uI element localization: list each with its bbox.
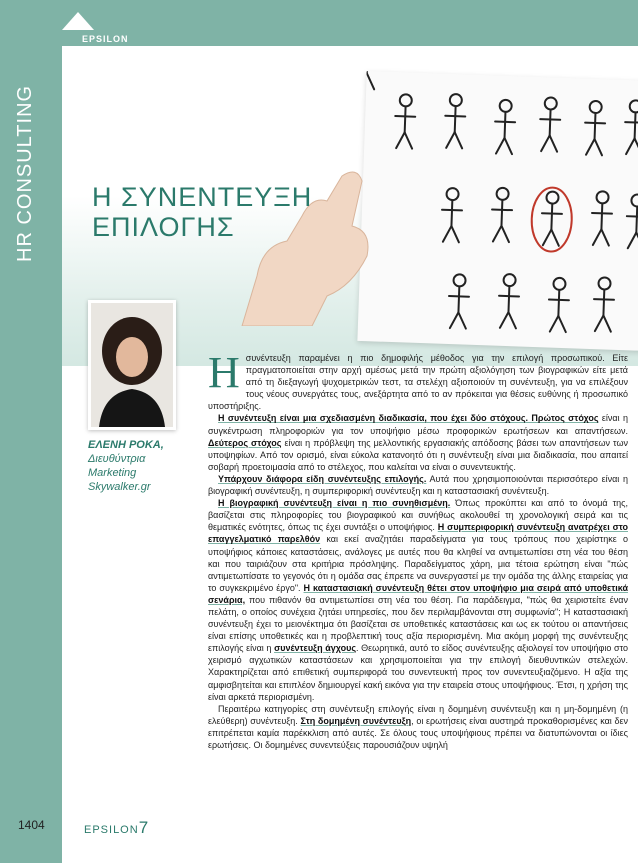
p4-highlight-2: Η συμπεριφορική συνέντευξη ανατρέχει στο επαγγελματικό παρελθόν: [208, 522, 628, 545]
footer-brand-name: EPSILON: [84, 824, 139, 836]
paragraph-3: [208, 473, 628, 497]
p1-text: συνέντευξη παραμένει η πιο δημοφιλής μέθοδος για την επιλογή προσωπικού. Είτε πραγματοποιείται στην αρχή αμέσως μετά την πρώτη αξιολόγηση των βιογραφικών είτε μετά από τη διεξαγωγή ψυχομετρικών τεστ, τα στελέχη αξιοποιούν τη συνέντευξη, για να επιλέξουν τους νέους συνεργάτες τους, ανεξάρτητα από το αν πρόκειται για θέσεις ευθύνης ή προσωπικό υποστήριξης.: [208, 353, 628, 412]
paragraph-5: [208, 703, 628, 751]
p4-highlight-3: Η καταστασιακή συνέντευξη θέτει στον υποψήφιο μια σειρά από υποθετικά σενάρια,: [208, 582, 629, 605]
p4-highlight-4: συνέντευξη άγχους: [274, 643, 357, 654]
author-portrait-icon: [91, 303, 173, 427]
hero-image: [62, 46, 638, 316]
paragraph-2: [208, 412, 628, 472]
drop-cap: Η: [208, 348, 240, 397]
title-line-1: Η ΣΥΝΕΝΤΕΥΞΗ: [92, 182, 313, 212]
p4-text-c: που πιθανόν θα αντιμετωπίσει στη νέα του θέση. Για παράδειγμα, "πώς θα χειριστείτε έναν πελάτη, ο οποίος συνέχεια ζητάει υπηρεσίες, που δεν περιλαμβάνονται στη συμφωνία"; Η καταστασιακή συνέντευξη έχει το μειονέκτημα ότι βασίζεται σε υποθετικές καταστάσεις και ως εκ τούτου οι απαντήσεις είναι επίσης υποθετικές και η προβλεπτική τους αξία περιορισμένη. Μια ακόμη μορφή της συνέντευξης επιλογής είναι η: [208, 594, 628, 654]
stick-figures-illustration: [357, 71, 638, 351]
author-block: [88, 438, 164, 494]
p2-text-a: είναι η συγκέντρωση πληροφοριών για τον υποψήφιο μέσω προφορικών ερωτήσεων και απαντήσεων.: [208, 413, 628, 436]
p4-text-a: Όπως προκύπτει και από το όνομά της, βασίζεται στις πληροφορίες του βιογραφικού και συνήθως ακολουθεί τη χρονολογική σειρά και τις θεματικές ενότητες, όπως τις έχει συντάξει ο υποψήφιος.: [208, 498, 628, 533]
paragraph-4: [208, 497, 628, 703]
author-role: Διευθύντρια: [88, 453, 146, 465]
title-line-2: ΕΠΙΛΟΓΗΣ: [92, 212, 235, 242]
article-panel: [62, 46, 638, 863]
header-tab-corner: [62, 12, 94, 30]
footer-issue: 7: [138, 818, 150, 837]
article-title: [92, 182, 312, 242]
p2-highlight: Η συνέντευξη είναι μια σχεδιασμένη διαδικασία, που έχει δύο στόχους. Πρώτος στόχος: [218, 413, 599, 424]
p3-text: Αυτά που χρησιμοποιούνται περισσότερο είναι η βιογραφική συνέντευξη, η συμπεριφορική συνέντευξη και η καταστασιακή συνέντευξη.: [208, 473, 628, 497]
p3-highlight: Υπάρχουν διάφορα είδη συνέντευξης επιλογής.: [218, 473, 427, 484]
p4-text-d: . Θεωρητικά, αυτό το είδος συνέντευξης αξιολογεί τον υποψήφιο στο χειρισμό αγχωτικών καταστάσεων και χρησιμοποιείται για την επιλογή διευθυντικών στελεχών. Χαρακτηρίζεται από επιθετική συμπεριφορά του συνεντευκτή προς τον συνεντευξιαζόμενο. Η αξία της αμφισβητείται και επιπλέον δημιουργεί κακή εικόνα για την εταιρεία στους υποψήφιους. Έτσι, η χρήση της είναι αρκετά περιορισμένη.: [208, 643, 629, 702]
p5-text-a: Περαιτέρω κατηγορίες στη συνέντευξη επιλογής είναι η δομημένη συνέντευξη και η μη-δομημένη (η ελεύθερη) συνέντευξη.: [208, 703, 628, 726]
p2-highlight-2: Δεύτερος στόχος: [208, 437, 282, 448]
author-company: Skywalker.gr: [88, 481, 151, 493]
p5-highlight: Στη δομημένη συνέντευξη: [300, 715, 412, 726]
p5-text-b: , οι ερωτήσεις είναι αυστηρά προκαθορισμένες και δεν επιτρέπεται καμία παρέκκλιση από αυτές. Σε όλους τους υποψήφιους πρέπει να διατυπώνονται οι ίδιες ερωτήσεις. Οι δομημένες συνεντεύξεις παρουσιάζουν υψηλή: [208, 715, 629, 750]
section-side-label: HR CONSULTING: [14, 84, 36, 262]
author-photo: [88, 300, 176, 430]
page-number: 1404: [18, 818, 45, 832]
p4-highlight: Η βιογραφική συνέντευξη είναι η πιο συνηθισμένη.: [218, 498, 451, 509]
p2-text-b: είναι η πρόβλεψη της μελλοντικής εργασιακής απόδοσης βάσει των απαντήσεων των υποψηφίων. Από τον ορισμό, είναι εύκολα κατανοητό ότι η συνέντευξη είναι μια διαδικασία, που απαιτεί σοβαρή προετοιμασία από το στέλεχος, που καλείται να είναι ο συνεντευκτής.: [208, 437, 628, 472]
brand-small: EPSILON: [82, 34, 129, 44]
author-dept: Marketing: [88, 467, 137, 479]
stick-figures-paper: [357, 71, 638, 351]
author-name: ΕΛΕΝΗ ΡΟΚΑ,: [88, 439, 164, 451]
article-body: [208, 348, 629, 751]
p4-text-b: και εκεί αναζητάει παραδείγματα για τους τρόπους που χειρίστηκε ο υποψήφιος κάποιες καταστάσεις, ανάλογες με αυτές που θα κληθεί να αντιμετωπίσει στη νέα του θέση και που ταιριάζουν στα κριτήρια πρόσληψης. Παραδείγματος χάρη, μια τέτοια ερώτηση είναι "πώς αντιμετωπίσατε το γεγονός ότι η ομάδα σας έπρεπε να συνεργαστεί με την ομάδα της άλλης εταιρείας για το συγκεκριμένο έργο".: [208, 534, 628, 593]
footer-brand: [84, 818, 149, 838]
paragraph-1: [208, 348, 628, 412]
